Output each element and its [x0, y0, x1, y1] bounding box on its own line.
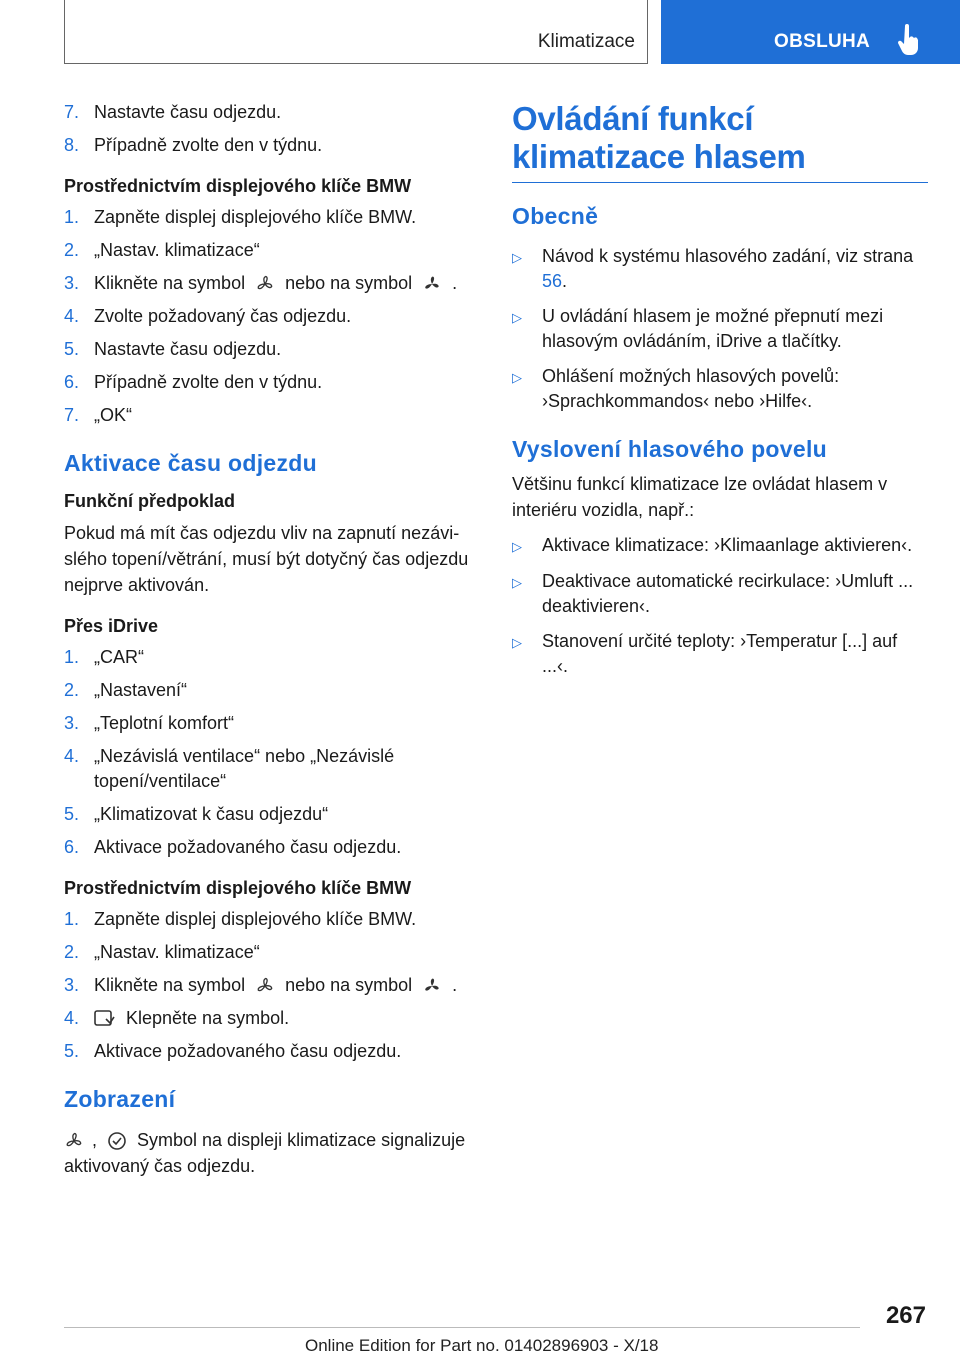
right-column: [512, 100, 928, 689]
section-heading-display: Zobrazení: [64, 1086, 176, 1112]
item-number: 4.: [64, 1008, 80, 1028]
list-item: [64, 907, 480, 932]
list-item: [64, 1006, 480, 1031]
item-text: Aktivace požadovaného času odjezdu.: [94, 1041, 402, 1061]
touch-icon: [94, 1009, 116, 1029]
section-heading-general: Obecně: [512, 203, 599, 229]
page-number: 267: [885, 1302, 926, 1329]
section-heading-command: Vyslovení hlasového povelu: [512, 436, 827, 462]
item-number: 8.: [64, 135, 80, 155]
item-number: 3.: [64, 975, 80, 995]
item-text-pre: Klikněte na symbol: [94, 975, 246, 995]
item-text: Případně zvolte den v týdnu.: [94, 135, 323, 155]
item-text: „Klimatizovat k času odjezdu“: [94, 804, 329, 824]
item-text: „Teplotní komfort“: [94, 713, 235, 733]
command-paragraph: Většinu funkcí klimatizace lze ovládat hlasem v interiéru vozidla, např.:: [512, 474, 888, 520]
list-item: [64, 940, 480, 965]
list-item: [64, 711, 480, 736]
section-heading-activation: Aktivace času odjezdu: [64, 450, 317, 476]
fan-icon: [255, 274, 275, 294]
bullet-text: Deaktivace automatické recirkulace: ›Umluft ... deaktivieren‹.: [542, 571, 914, 616]
bullet-triangle-icon: ▷: [512, 539, 522, 554]
item-number: 6.: [64, 837, 80, 857]
chapter-title: Ovládání funkcí klimatizace hlasem: [512, 100, 928, 183]
item-number: 2.: [64, 240, 80, 260]
list-item: [64, 744, 480, 794]
item-number: 1.: [64, 647, 80, 667]
bullet-text: [542, 244, 928, 294]
item-text-post: .: [452, 273, 458, 293]
list-item: [64, 1039, 480, 1064]
bullet-item: [512, 304, 928, 354]
item-number: 7.: [64, 102, 80, 122]
item-text: „Nastav. klimatizace“: [94, 240, 260, 260]
header-tab[interactable]: [661, 0, 960, 64]
item-text: „Nastav. klimatizace“: [94, 942, 260, 962]
list-item: [64, 100, 480, 125]
page-link[interactable]: 56: [542, 271, 563, 291]
bullet-triangle-icon: ▷: [512, 250, 522, 265]
subheading-key: Prostřednictvím displejového klíče BMW: [64, 176, 412, 196]
bullet-text-after: .: [562, 271, 568, 291]
list-item: [64, 337, 480, 362]
display-text: Symbol na displeji klimatizace signalizuje aktivovaný čas odjezdu.: [64, 1130, 466, 1176]
bullet-text: Stanovení určité teploty: ›Temperatur [...] auf ...‹.: [542, 631, 898, 676]
item-number: 1.: [64, 909, 80, 929]
item-text-post: .: [452, 975, 458, 995]
list-item: [64, 133, 480, 158]
item-number: 5.: [64, 339, 80, 359]
subheading-prereq: Funkční předpoklad: [64, 491, 236, 511]
display-separator: ,: [92, 1130, 98, 1150]
list-item: [64, 645, 480, 670]
footer-edition: Online Edition for Part no. 01402896903 - X/18: [305, 1336, 659, 1355]
item-text: „Nastavení“: [94, 680, 188, 700]
item-text: [94, 271, 480, 296]
item-number: 3.: [64, 273, 80, 293]
item-number: 3.: [64, 713, 80, 733]
bullet-text: U ovládání hlasem je možné přepnutí mezi hlasovým ovládáním, iDrive a tlačítky.: [542, 306, 884, 351]
bullet-item: [512, 629, 928, 679]
item-number: 2.: [64, 680, 80, 700]
item-number: 4.: [64, 306, 80, 326]
bullet-triangle-icon: ▷: [512, 310, 522, 325]
item-number: 4.: [64, 746, 80, 766]
clock-icon: [107, 1131, 127, 1151]
fan-icon: [422, 274, 442, 294]
fan-icon: [255, 976, 275, 996]
item-number: 6.: [64, 372, 80, 392]
bullet-item: [512, 533, 928, 559]
item-number: 5.: [64, 1041, 80, 1061]
bullet-triangle-icon: ▷: [512, 575, 522, 590]
list-item: [64, 271, 480, 296]
bullet-triangle-icon: ▷: [512, 635, 522, 650]
bullet-text: Ohlášení možných hlasových povelů: ›Sprachkommandos‹ nebo ›Hilfe‹.: [542, 366, 840, 411]
subheading-key-2: Prostřednictvím displejového klíče BMW: [64, 878, 412, 898]
list-item: [64, 370, 480, 395]
item-text: Aktivace požadovaného času odjezdu.: [94, 837, 402, 857]
item-text: Případně zvolte den v týdnu.: [94, 372, 323, 392]
item-text-mid: nebo na symbol: [285, 975, 413, 995]
list-item: [64, 835, 480, 860]
bullet-text: Aktivace klimatizace: ›Klimaanlage aktivieren‹.: [542, 535, 913, 555]
bullet-item: [512, 244, 928, 294]
header-tab-label: OBSLUHA: [774, 31, 871, 52]
footer-divider: [64, 1327, 860, 1328]
display-paragraph: [64, 1127, 480, 1179]
item-number: 7.: [64, 405, 80, 425]
item-text: Nastavte času odjezdu.: [94, 339, 282, 359]
subheading-idrive: Přes iDrive: [64, 616, 159, 636]
item-text: „Nezávislá ventilace“ nebo „Nezávislé topení/ventilace“: [94, 746, 395, 791]
item-number: 1.: [64, 207, 80, 227]
item-text: „CAR“: [94, 647, 144, 667]
bullet-item: [512, 364, 928, 414]
hand-pointer-icon: [897, 24, 921, 56]
item-text-pre: Klikněte na symbol: [94, 273, 246, 293]
header-section-box: [64, 0, 648, 64]
list-item: [64, 304, 480, 329]
fan-icon: [64, 1131, 84, 1151]
list-item: [64, 973, 480, 998]
item-text-mid: nebo na symbol: [285, 273, 413, 293]
item-text: Nastavte času odjezdu.: [94, 102, 282, 122]
item-number: 5.: [64, 804, 80, 824]
bullet-triangle-icon: ▷: [512, 370, 522, 385]
left-column: [64, 100, 480, 1189]
item-text: Zapněte displej displejového klíče BMW.: [94, 207, 417, 227]
list-item: [64, 678, 480, 703]
item-text: Zvolte požadovaný čas odjezdu.: [94, 306, 352, 326]
item-text: [94, 973, 480, 998]
bullet-text-body: Návod k systému hlasového zadání, viz strana: [542, 246, 914, 266]
list-item: [64, 802, 480, 827]
item-number: 2.: [64, 942, 80, 962]
list-item: [64, 205, 480, 230]
bullet-item: [512, 569, 928, 619]
item-text: Zapněte displej displejového klíče BMW.: [94, 909, 417, 929]
prereq-paragraph: Pokud má mít čas odjezdu vliv na zapnutí nezávislého topení/větrání, musí být dotyčný čas odjezdu nejprve aktivován.: [64, 523, 469, 595]
item-text: „OK“: [94, 405, 132, 425]
fan-icon: [422, 976, 442, 996]
header-section-title: Klimatizace: [537, 31, 635, 52]
item-text: [94, 1006, 480, 1031]
item-text-body: Klepněte na symbol.: [126, 1008, 290, 1028]
list-item: [64, 403, 480, 428]
list-item: [64, 238, 480, 263]
